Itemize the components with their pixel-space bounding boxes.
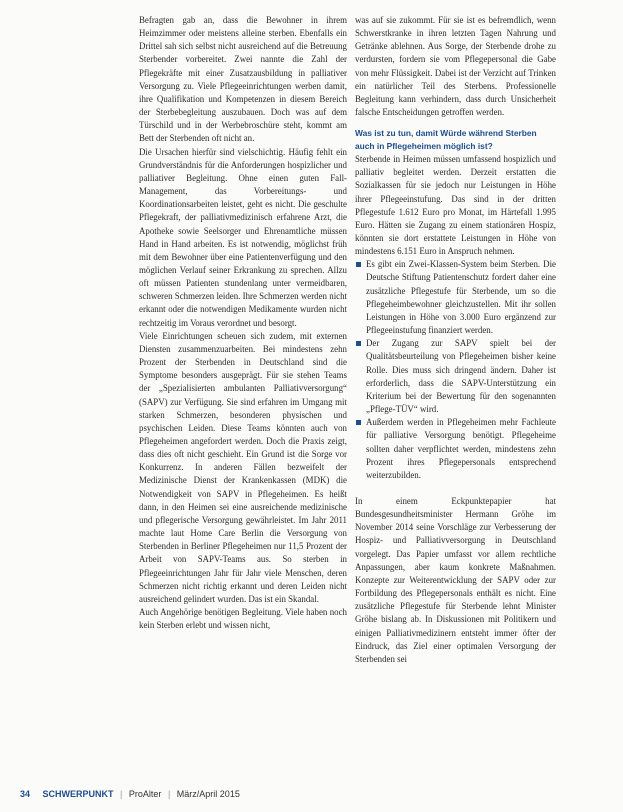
magazine-name: ProAlter bbox=[128, 789, 162, 799]
bullet-item: Der Zugang zur SAPV spielt bei der Qualitätsbeurteilung von Pflegeheimen bisher keine Rolle. Dies muss sich dringend ändern. Daher ist erforderlich, dass die SAPV-Unterstützung ein Kriterium bei der Bewertung für den sogenannten „Pflege-TÜV“ wird. bbox=[355, 337, 556, 416]
section-heading: Was ist zu tun, damit Würde während Sterben auch in Pflegeheimen möglich ist? bbox=[355, 128, 537, 151]
page-number: 34 bbox=[20, 789, 31, 799]
issue-date: März/April 2015 bbox=[176, 789, 240, 799]
body-paragraph: was auf sie zukommt. Für sie ist es befremdlich, wenn Schwerstkranke in ihren letzten Tagen Nahrung und Getränke ablehnen. Aus Sorge, der Sterbende drohe zu verdursten, fordern sie vom Pflegepersonal die Gabe von mehr Flüssigkeit. Dabei ist der Verzicht auf Trinken ein natürlicher Teil des Sterbens. Professionelle Begleitung kann verhindern, dass durch Unsicherheit falsche Entscheidungen getroffen werden. bbox=[355, 15, 556, 118]
left-column bbox=[139, 14, 347, 632]
section-label: SCHWERPUNKT bbox=[42, 789, 114, 799]
body-paragraph: Auch Angehörige benötigen Begleitung. Viele haben noch kein Sterben erlebt und wissen nicht, bbox=[139, 607, 347, 631]
body-paragraph: Befragten gab an, dass die Bewohner in ihrem Heimzimmer oder meistens alleine sterben. Ebenfalls ein Drittel sah sich selbst nicht ausreichend auf die Betreuung Sterbender vorbereitet. Zwei nannte die Zahl der Pflegekräfte mit einer Zusatzausbildung in palliativer Versorgung zu. Viele Pflegeeinrichtungen werben damit, ihre Qualifikation und Kompetenzen in diesem Bereich der Sterbebegleitung auszubauen. Doch was auf dem Türschild und in der Werbebroschüre steht, kommt am Bett der Sterbenden oft nicht an. bbox=[139, 15, 347, 144]
right-column bbox=[355, 14, 556, 666]
bullet-item: Außerdem werden in Pflegeheimen mehr Fachleute für palliative Versorgung benötigt. Pflegeheime sollten daher verpflichtet werden, mindestens zehn Prozent ihres Pflegepersonals entsprechend weiterzubilden. bbox=[355, 416, 556, 482]
body-paragraph: Viele Einrichtungen scheuen sich zudem, mit externen Diensten zusammenzuarbeiten. Bei mindestens zehn Prozent der Sterbenden in Deutschland sind die Symptome besonders ausgeprägt. Für sie stehen Teams der „Spezialisierten ambulanten Palliativversorgung“ (SAPV) zur Verfügung. Sie sind erfahren im Umgang mit starken Schmerzen, besonderen physischen und psychischen Leiden. Diese Teams könnten auch von Pflegeheimen angefordert werden. Doch die Praxis zeigt, dass dies oft nicht geschieht. Ein Grund ist die Sorge vor Konkurrenz. In anderen Fällen bezweifelt der Medizinische Dienst der Krankenkassen (MDK) die Notwendigkeit von SAPV in Pflegeheimen. Es heißt dann, in den Heimen sei eine ausreichende medizinische und pflegerische Versorgung gewährleistet. Im Jahr 2011 machte laut Home Care Berlin die Versorgung von Sterbenden in Berliner Pflegeheimen nur 11,5 Prozent der Arbeit von SAPV-Teams aus. So sterben in Pflegeeinrichtungen Jahr für Jahr viele Menschen, deren Schmerzen nicht richtig erkannt und deren Leiden nicht ausreichend gelindert wurden. Das ist ein Skandal. bbox=[139, 330, 347, 604]
bullet-list bbox=[355, 258, 556, 482]
bullet-item: Es gibt ein Zwei-Klassen-System beim Sterben. Die Deutsche Stiftung Patientenschutz fordert daher eine zusätzliche Pflegestufe für Sterbende, um so die Pflegeheimbewohner gleichzustellen. Mit ihr sollen Leistungen in Höhe von 3.000 Euro ergänzend zur Pflegeeinstufung finanziert werden. bbox=[355, 258, 556, 337]
paragraph-gap bbox=[355, 482, 556, 495]
footer-separator: | bbox=[120, 789, 123, 799]
footer-separator: | bbox=[167, 789, 171, 799]
body-paragraph: In einem Eckpunktepapier hat Bundesgesundheitsminister Hermann Gröhe im November 2014 seine Vorschläge zur Verbesserung der Hospiz- und Palliativversorgung in Deutschland vorgelegt. Das Papier umfasst vor allem rechtliche Anpassungen, aber kaum konkrete Maßnahmen. Konzepte zur Weiterentwicklung der SAPV oder zur Fortbildung des Pflegepersonals enthält es nicht. Eine zusätzliche Pflegestufe für Sterbende lehnt Minister Gröhe bislang ab. In Diskussionen mit Politikern und einigen Palliativmedizinern entsteht immer öfter der Eindruck, das Ziel einer optimalen Versorgung der Sterbenden sei bbox=[355, 495, 556, 664]
body-paragraph: Die Ursachen hierfür sind vielschichtig. Häufig fehlt ein Grundverständnis für die Anforderungen hospizlicher und palliativer Begleitung. Ohne einen guten Fall-Management, das Vorbereitungs- und Koordinationsarbeiten leistet, geht es nicht. Die geschulte Pflegekraft, der palliativmedizinisch erfahrene Arzt, die Apotheke sowie Seelsorger und Ehrenamtliche müssen Hand in Hand arbeiten. Es ist notwendig, möglichst früh mit dem Bewohner über eine Patientenverfügung und den möglichen Verlauf seiner Erkrankung zu sprechen. Allzu oft müssen Patienten stundenlang unter vermeidbaren, schweren Schmerzen leiden. Ihre Schmerzen werden nicht erkannt oder die notwendigen Medikamente wurden nicht rechtzeitig im Voraus verordnet und besorgt. bbox=[139, 146, 347, 328]
body-paragraph: Sterbende in Heimen müssen umfassend hospizlich und palliativ begleitet werden. Derzeit erstatten die Sozialkassen für sie jedoch nur Leistungen in Höhe ihrer Pflegeeinstufung. Das sind in der dritten Pflegestufe 1.612 Euro pro Monat, im Härtefall 1.995 Euro. Hätten sie Zugang zu einem stationären Hospiz, könnten sie dort erstattete Leistungen in Höhe von mindestens 6.151 Euro in Anspruch nehmen. bbox=[355, 154, 556, 257]
page-footer bbox=[20, 788, 600, 800]
